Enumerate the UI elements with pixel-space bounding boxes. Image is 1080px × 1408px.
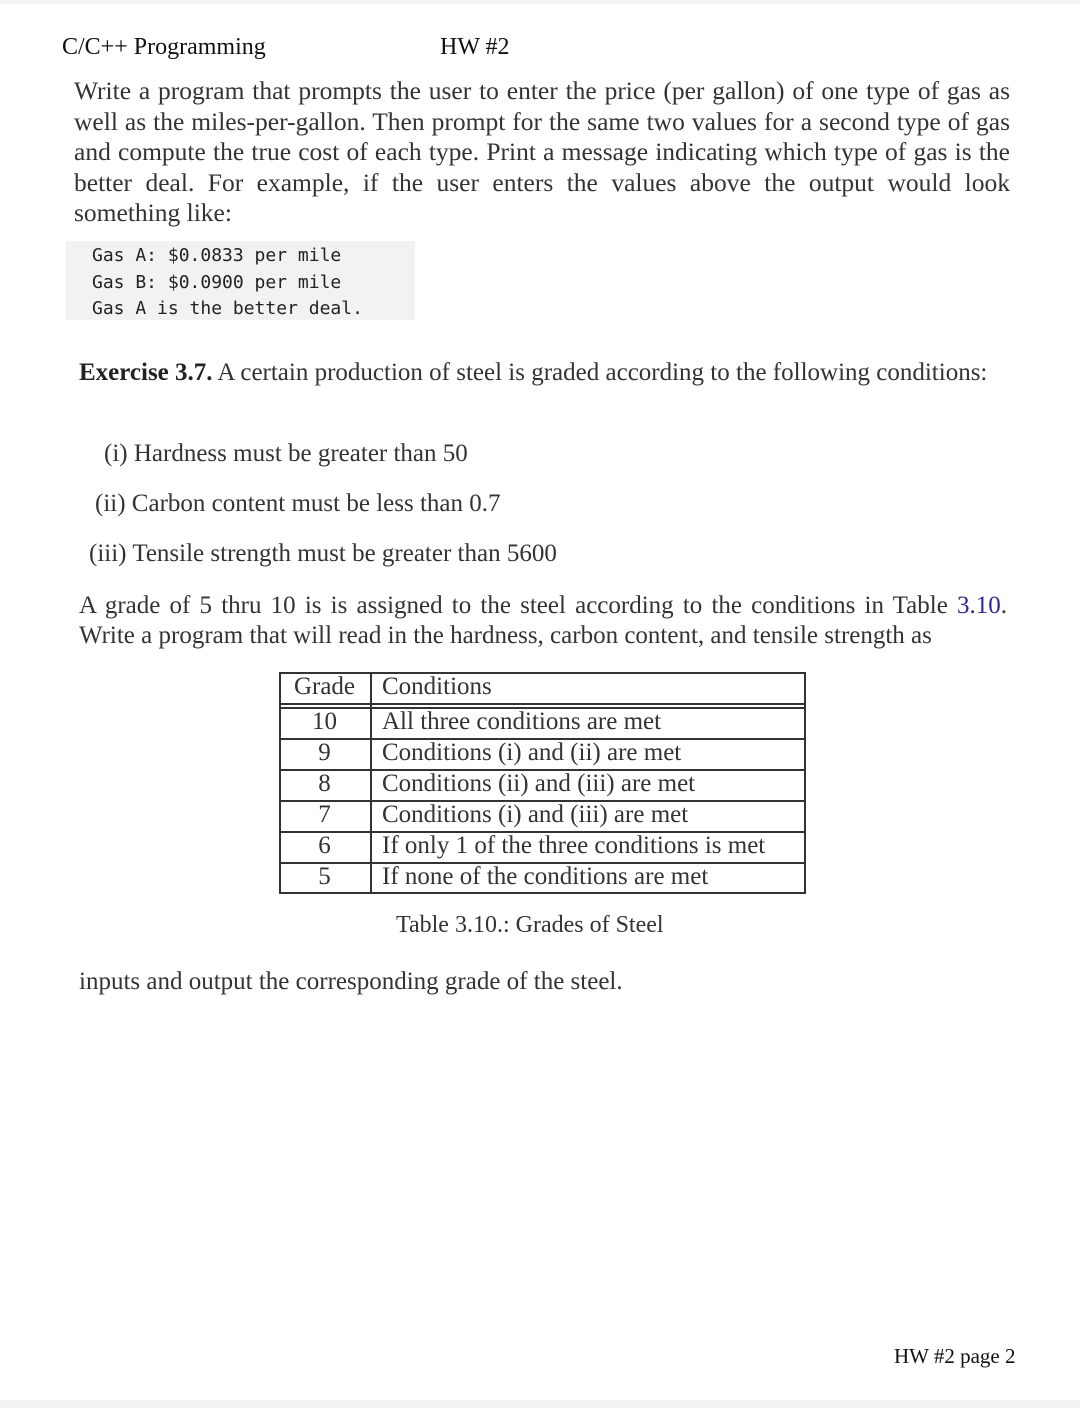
page-footer: HW #2 page 2 <box>894 1344 1016 1368</box>
code-line: Gas A is the better deal. <box>92 298 363 319</box>
condition-item <box>104 440 468 468</box>
table-cell-grade: 10 <box>312 708 337 735</box>
table-header-grade: Grade <box>293 673 356 700</box>
table-reference-link[interactable]: 3.10 <box>957 592 1001 619</box>
steel-grades-table <box>279 672 806 894</box>
course-title: C/C++ Programming <box>62 34 266 60</box>
condition-text: Hardness must be greater than 50 <box>133 440 468 467</box>
document-page <box>0 4 1080 1400</box>
grade-paragraph <box>79 591 1007 651</box>
assignment-title: HW #2 <box>440 34 510 60</box>
condition-item <box>95 490 501 518</box>
table-cell-grade: 5 <box>318 863 331 890</box>
intro-paragraph: Write a program that prompts the user to enter the price (per gallon) of one type of gas as well as the miles-per-gallon. Then prompt for the same two values for a second type of gas and compute the true cost of each type. Print a message indicating which type of gas is the better deal. For example, if the user enters the values above the output would look something like: <box>74 76 1010 227</box>
table-cell-condition: Conditions (i) and (iii) are met <box>382 801 689 828</box>
exercise-paragraph <box>79 358 1011 388</box>
grade-paragraph-start: A grade of 5 thru 10 is is assigned to the steel according to the conditions in Table <box>79 592 948 619</box>
table-cell-condition: If none of the conditions are met <box>382 863 709 890</box>
exercise-label: Exercise 3.7. <box>79 359 213 386</box>
condition-text: Carbon content must be less than 0.7 <box>131 490 501 517</box>
condition-number: (iii) <box>89 540 127 567</box>
table-cell-grade: 9 <box>318 739 331 766</box>
table-cell-grade: 6 <box>318 832 331 859</box>
table-header-conditions: Conditions <box>382 673 492 700</box>
table-cell-condition: Conditions (i) and (ii) are met <box>382 739 682 766</box>
code-line: Gas A: $0.0833 per mile <box>92 245 342 266</box>
table-cell-condition: If only 1 of the three conditions is met <box>382 832 766 859</box>
grade-paragraph-rest: . Write a program that will read in the hardness, carbon content, and tensile strength as <box>79 592 1007 649</box>
table-cell-grade: 8 <box>318 770 331 797</box>
table-cell-condition: All three conditions are met <box>382 708 662 735</box>
exercise-text: A certain production of steel is graded according to the following conditions: <box>217 359 988 386</box>
condition-text: Tensile strength must be greater than 5600 <box>132 540 557 567</box>
table-caption: Table 3.10.: Grades of Steel <box>396 912 664 938</box>
code-block <box>66 241 415 320</box>
condition-number: (ii) <box>95 490 126 517</box>
table-cell-grade: 7 <box>318 801 331 828</box>
condition-item <box>89 540 557 568</box>
code-line: Gas B: $0.0900 per mile <box>92 272 342 293</box>
condition-number: (i) <box>104 440 128 467</box>
table-cell-condition: Conditions (ii) and (iii) are met <box>382 770 696 797</box>
closing-paragraph: inputs and output the corresponding grade of the steel. <box>79 968 623 995</box>
